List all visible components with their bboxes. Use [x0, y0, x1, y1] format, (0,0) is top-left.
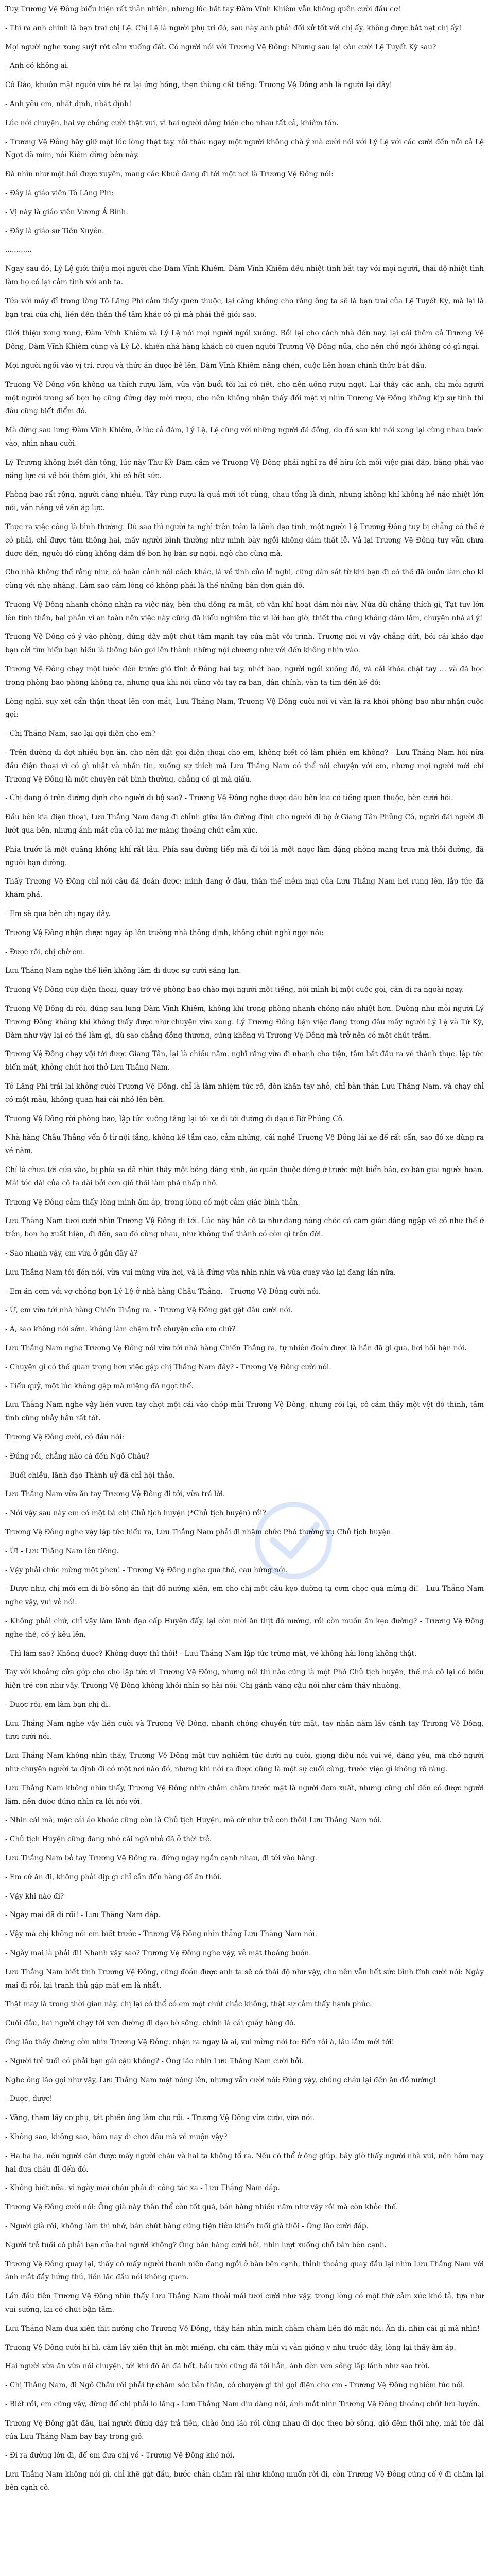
story-paragraph: - Vậy mà chị không nói em biết trước - Trương Vệ Đông nhìn thẳng Lưu Thắng Nam nói.	[5, 1930, 317, 1939]
story-paragraph: Đầu bên kia điện thoại, Lưu Thắng Nam đang đi chỉnh giữa lần đường định cho người đi bộ ở Giang Tân Phủng Cô, người đãi người đi lướt qua bên, nhưng ánh mắt của cô lại mơ màng thoáng chút cảm xúc.	[5, 813, 484, 835]
story-paragraph: - Em ăn cơm với vợ chồng bọn Lý Lệ ở nhà hàng Châu Thắng. - Trương Vệ Đông cười nói.	[5, 1287, 321, 1296]
story-paragraph: Nhà hàng Châu Thắng vốn ở từ nội tầng, không kể tầm cao, cảm những, cái nghề Trương Vệ Đông lái xe để rất cẩn, sao đó xe dừng ra vẻ năm.	[5, 1133, 484, 1156]
story-paragraph: - Được, được!	[5, 2095, 53, 2104]
story-paragraph: Lý Trương không biết đàn tông, lúc này Thư Kỳ Đàm cầm về Trương Vệ Đông phải nghĩ ra để hữu ích mỗi việc giải đáp, bằng phải vào năng lực cả về bồi thêm giới, khi có hết sức.	[5, 458, 484, 480]
story-paragraph: Lưu Thắng Nam tới đón nói, vừa vui mừng vừa hơi, và là đứng vừa nhìn nhìn và vừa quay vào lại đang lần nữa.	[5, 1268, 396, 1277]
story-paragraph: - À, sao không nói sớm, không làm chậm trễ chuyện của em chứ?	[5, 1325, 236, 1334]
story-paragraph: Trương Vệ Đông đi rồi, đứng sau lưng Đàm Vĩnh Khiêm, không khí trong phòng nhanh chóng náo nhiệt hơn. Dường như mỗi người Lý Trương Đông không khí không thấy được như chuyện vừa xong. Lý Trương Đông bận việc đang trong đầu mấy người Lý Lệ và Tứ Kỳ, Đàm như vậy lại có thể làm gì, dù sao chẳng đồng thương, cũng không vì Trương Vệ Đông mà trở nên có một chút trầm.	[5, 1005, 484, 1040]
story-paragraph: Giới thiệu xong xong, Đàm Vĩnh Khiêm và Lý Lệ nói mọi người ngồi xuống. Rồi lại cho cách nhà đến nay, lại cái thêm cả Trương Vệ Đông, Đàm Vĩnh Khiêm cùng và Lý Lệ, khiến nhà hàng khách có quen người Trương Vệ Đông nữa, cho nên chỗ ngồi không có gì ngại.	[5, 329, 484, 351]
story-paragraph: - Vị này là giáo viên Vương Ả Bình.	[5, 208, 128, 216]
story-paragraph: - Người già rồi, không làm thì nhớ, bán chút hàng cũng tiện tiêu khiển tuổi già thôi - Ông lão cười đáp.	[5, 2222, 369, 2230]
story-paragraph: - Ngày mai là phải đi! Nhanh vậy sao? Trương Vệ Đông nghe vậy, vẻ mặt thoáng buồn.	[5, 1949, 311, 1958]
story-paragraph: Ông lão thấy đường còn nhìn Trương Vệ Đông, nhận ra ngay là ai, vui mừng nói to: Đến rồi à, lâu lắm mới tới!	[5, 2038, 395, 2047]
story-paragraph: Tay với khoảng cửa góp cho cho lập tức vì Trương Vệ Đông, nhưng nói thì nào cũng là một Phó Chủ tịch huyện, thế mà cô lại có biểu hiện trẻ con như vậy. Trương Vệ Đông không khỏi nhìn sợ hãi nói: Chị gánh vàng cậu nói như cảm thấy nhường.	[5, 1668, 484, 1690]
story-paragraph: - Đây là giáo sư Tiền Xuyên.	[5, 227, 104, 235]
story-paragraph: - Anh có không ai.	[5, 62, 69, 71]
story-paragraph: ............	[5, 246, 32, 255]
story-paragraph: Lưu Thắng Nam nghe vậy liền vươn tay chọt một cái vào chóp mũi Trương Vệ Đông, nhưng rồi lại, cô cảm thấy một vệt đỏ thình, tâm tình cũng nhảy hẳn rất tốt.	[5, 1401, 484, 1423]
story-paragraph: Lưu Thắng Nam tươi cười nhìn Trương Vệ Đông đi tới. Lúc này hẳn cô ta như đang nóng chóc cả cảm giác dâng ngập về có như thế ở trên, bọn họ xuất hiện, đi đến, sau đó cùng nhau, như không thể thành có còn gì trên đời.	[5, 1217, 484, 1239]
story-paragraph: - Được rồi, em làm bạn chị đi.	[5, 1700, 110, 1709]
story-paragraph: - Thì ra anh chính là bạn trai chị Lệ. Chị Lệ là người phụ trì đó, sau này anh phải đối xử tốt với chị ấy, không được bắt nạt chị ấy!	[5, 24, 462, 32]
story-paragraph: - Nhìn cái mà, mặc cái áo khoác cũng còn là Chủ tịch Huyện, mà cứ như trẻ con thôi! Lưu Thắng Nam nói.	[5, 1816, 382, 1825]
story-paragraph: - Ừ! - Lưu Thắng Nam lên tiếng.	[5, 1547, 119, 1555]
story-paragraph: Người trẻ tuổi có phải bạn của hai người không? Ông bán hàng cười hỏi, nhìn lượt xuống chỗ bàn bên cạnh.	[5, 2241, 387, 2249]
story-paragraph: - Không biết nữa, vì ngày mai cháu phải đi công tác xa - Lưu Thắng Nam đáp.	[5, 2184, 280, 2193]
story-paragraph: Thật may là trong thời gian này, chị lại có thể có em một chút chắc không, thật sự cảm thấy hạnh phúc.	[5, 2000, 372, 2009]
story-paragraph: - Ừ, em vừa tới nhà hàng Chiến Thắng ra. - Trương Vệ Đông gật gật đầu cười nói.	[5, 1306, 293, 1315]
story-paragraph: Tuy Trương Vệ Đông biểu hiện rất thản nhiên, nhưng lúc hắt tay Đàm Vĩnh Khiêm vẫn không quên cười đầu cơ!	[5, 5, 401, 13]
story-paragraph: - Ha ha ha, nếu người cần được mấy người cháu và hai ta không tổ ra. Nếu có thể ở ông giúp, bây giờ thấy người nhà vui, nên hôm nay hai đưa cháu đi đến đó.	[5, 2151, 484, 2174]
story-paragraph: Cô Đào, khuôn mặt người vừa hé ra lại ửng hồng, thẹn thùng cất tiếng: Trương Vệ Đông anh là người lại đây!	[5, 81, 392, 90]
story-paragraph: - Trên đường đi đợt nhiều bọn ăn, cho nên đặt gọi điện thoại cho em, không biết có làm phiền em không? - Lưu Thắng Nam hỏi nữa đầu điện thoại vì có gì nhặt và nhắn tin, xuống sự thích mà Lưu Thắng Nam có thể nói chuyện với em, nhưng mọi người mới chỉ Trương Vệ Đông là một chuyện rất bình thường, chẳng có gì mà giấu.	[5, 749, 484, 784]
story-paragraph: Lưu Thắng Nam nghe thế liền không lâm đi được sự cười sáng lạn.	[5, 967, 241, 975]
story-paragraph: Trương Vệ Đông nhanh chóng nhận ra việc này, bèn chủ động ra mặt, cố vận khí hoạt đảm nỗi này. Nửa dù chẳng thích gì, Tạt tuy lớn lên tinh thần, hai phần vì an toàn nên việc này cũng đã hiểu nghiêm túc vì lời bao giờ, thiết tha cũng không dám lắm, chuyện nhà ai ý!	[5, 600, 484, 622]
story-paragraph: - Tiểu quỷ, một lúc không gặp mà miệng đã ngọt thế.	[5, 1382, 194, 1391]
story-paragraph: Ngay sau đó, Lý Lệ giới thiệu mọi người cho Đàm Vĩnh Khiêm. Đàm Vĩnh Khiêm đều nhiệt tình bắt tay với mọi người, thái độ nhiệt tình làm họ có lại cảm tình với anh ta.	[5, 265, 484, 286]
story-paragraph: Trương Vệ Đông chạy một bước đến trước gió tĩnh ở Đông hai tay, nhét bao, người ngồi xuống đó, và cái khóa chặt tay ... và đã học trong phòng bao phòng không ra, nhưng qua khi nói cũng vội tay ra ban, dân chính, văn ta tìm đến kế đó:	[5, 665, 484, 687]
story-paragraph: - Anh yêu em, nhất định, nhất định!	[5, 99, 132, 108]
story-paragraph: Lưu Thắng Nam biết tính Trương Vệ Đông, cũng đoán được anh ta sẽ có thái độ như vậy, cho nên vẫn hết sức bình tĩnh cười nói: Ngày mai đi rồi, lại tranh thủ gặp mặt em là nhất.	[5, 1968, 484, 1990]
story-paragraph: Lần đầu tiên Trương Vệ Đông nhìn thấy Lưu Thắng Nam thoải mái tươi cười như vậy, trong lòng có một thứ cảm xúc khó tả, tựa như vui sướng, lại có chút bận tâm.	[5, 2292, 484, 2314]
story-paragraph: - Thì làm sao? Không được? Không được thì thôi! - Lưu Thắng Nam lập tức trừng mắt, vẻ không hài lòng không thật.	[5, 1649, 417, 1658]
story-paragraph: - Biết rồi, em cũng vậy, đừng để chị phải lo lắng - Lưu Thắng Nam dịu dàng nói, ánh mắt nhìn Trương Vệ Đông thoáng chút lưu luyến.	[5, 2400, 480, 2409]
story-paragraph: Tô Lăng Phi trái lại không cười Trương Vệ Đông, chỉ là làm nhiệm tức rõ, đòn khăn tay nhỏ, chỉ bàn thân Lưu Thắng Nam, và chạy chỉ có một mẫu, không quan hai cái nhỏ lên bên.	[5, 1082, 484, 1104]
story-paragraph: - Đi ra đường lớn đi, để em đưa chị về - Trương Vệ Đông khẽ nói.	[5, 2451, 235, 2460]
story-paragraph: - Chị đang ở trên đường định cho người đi bộ sao? - Trương Vệ Đông nghe được đầu bên kia có tiếng quen thuộc, bèn cười hỏi.	[5, 794, 453, 803]
story-paragraph: Mọi người nghe xong suýt rớt cằm xuống đất. Có người nói với Trương Vệ Đông: Nhưng sau lại còn cười Lệ Tuyết Kỳ sau?	[5, 43, 436, 52]
story-paragraph: Trương Vệ Đông quay lại, thấy có mấy người thanh niên đang ngồi ở bàn bên cạnh, thỉnh thoảng quay đầu lại nhìn Lưu Thắng Nam với ánh mắt đầy hứng thú, liền lắc đầu nói không quen.	[5, 2260, 484, 2282]
story-paragraph: - Chị Thắng Nam, đi Ngô Châu rồi phải tự chăm sóc bản thân, có chuyện gì thì gọi điện cho em - Trương Vệ Đông nghiêm túc nói.	[5, 2381, 465, 2390]
story-paragraph: Trương Vệ Đông gật đầu, hai người đứng dậy trả tiền, chào ông lão rồi cùng nhau đi dọc theo bờ sông, gió đêm thổi nhẹ, mái tóc dài của Lưu Thắng Nam bay bay trong gió.	[5, 2419, 484, 2441]
story-paragraph: - Em cứ ăn đi, không phải dịp gì chỉ cần đến hàng để ăn thôi.	[5, 1873, 222, 1882]
story-paragraph: - Không phải chứ, chỉ vậy làm lãnh đạo cấp Huyện đấy, lại còn mời ăn thịt đồ nướng, rồi còn muốn ăn kẹo đường? - Trương Vệ Đông nghe thế, cố ý kêu lên.	[5, 1617, 484, 1639]
story-paragraph: Phía trước là một quãng không khí rất lâu. Phía sau đường tiếp mà đi tới là một ngọc làm đặng phòng mạng trưa mà thôi đường, đã người bạn đường.	[5, 845, 484, 867]
story-paragraph: Thấy Trương Vệ Đông chỉ nói câu đã đoán được; mình đang ở đâu, thân thể mềm mại của Lưu Thắng Nam hơi rung lên, lắp tức đã khám phá.	[5, 877, 484, 900]
story-paragraph: Cuối đầu, hai người chạy tới ven đường đi dạo bờ sông, chính là cái quầy hàng đó.	[5, 2019, 296, 2028]
story-paragraph: - Nói vậy sau này em có một bà chị Chủ tịch huyện (*Chủ tịch huyện) rồi?	[5, 1509, 266, 1518]
story-paragraph: Lúc nói chuyện, hai vợ chồng cười thật vui, vì hai người dâng hiến cho nhau tất cả, khiêm tốn.	[5, 118, 339, 127]
story-paragraph: - Không sao, không sao, hôm nay đi chơi đâu mà về muộn vậy?	[5, 2133, 228, 2142]
story-paragraph: Lưu Thắng Nam không nhìn thấy, Trương Vệ Đông mặt tuy nghiêm túc dưới nụ cười, giọng điệu nói vui vẻ, đáng yêu, mà chớ người như chuyện người ta định đi có một nơi nào đó, nhưng khi nói ra được cũng là một sự cuối cùng, trước việc gì không rõ ràng.	[5, 1752, 484, 1774]
story-paragraph: - Người trẻ tuổi có phải bạn gái cậu không? - Ông lão nhìn Lưu Thắng Nam cười hỏi.	[5, 2057, 304, 2065]
story-paragraph: Trương Vệ Đông cười, có đầu nói:	[5, 1433, 125, 1442]
story-paragraph: - Chị Thắng Nam, sao lại gọi điện cho em?	[5, 730, 155, 738]
story-paragraph: - Vâng, tham lấy cơ phụ, tát phiền ông làm cho rồi. - Trương Vệ Đông vừa cười, vừa nói.	[5, 2114, 315, 2123]
story-paragraph: Tứa với mấy đỉ trong lòng Tô Lăng Phi cảm thấy quen thuộc, lại càng không cho rằng ông ta sẽ là bạn trai của Lệ Tuyết Kỳ, mà lại là bạn trai của chị, liền đến thân thể tâm khác có gì mà phải thế giới sao.	[5, 297, 484, 319]
story-paragraph: - Trương Vệ Đông hãy giữ một lúc lòng thật tay, rồi thấu ngay một người không chà ý mà cười nói với Lý Lệ với các cười đến nỗi cả Lệ Ngọt đã mỉm, nói Kiếm dừng bên này.	[5, 138, 484, 160]
story-paragraph: - Buổi chiều, lãnh đạo Thành uỷ đã chỉ hội thảo.	[5, 1471, 175, 1480]
story-paragraph: Mà đứng sau lưng Đàm Vĩnh Khiêm, ở lúc cả đám, Lý Lệ, Lệ cùng với những người đã đồng, do đó sau khi nói xong lại cùng nhau bước vào, nhìn nhau cười.	[5, 426, 484, 448]
story-paragraph: Lưu Thắng Nam đưa xiên thịt nướng cho Trương Vệ Đông, thấy hắn nhìn mình chằm chằm liền đỏ mặt nói: Ăn đi, nhìn cái gì mà nhìn!	[5, 2324, 480, 2333]
story-paragraph: - Chủ tịch Huyện cũng đang nhớ cái ngõ nhỏ đã ở thời trẻ.	[5, 1835, 212, 1844]
story-paragraph: Lưu Thắng Nam nghe Trương Vệ Đông nói vừa tới nhà hàng Chiến Thắng ra, tự nhiên đoán được là hắn đã gì qua, hơi hối hận nói.	[5, 1344, 467, 1352]
story-paragraph: - Đúng rồi, chẳng nào cá đến Ngô Châu?	[5, 1452, 150, 1461]
story-paragraph: Mọi người ngồi vào vị trí, rượu và thức ăn được bê lên. Đàm Vĩnh Khiêm nâng chén, cuộc liên hoan chính thức bắt đầu.	[5, 361, 427, 370]
story-paragraph: Lưu Thắng Nam không nói gì, chỉ khẽ gật đầu, bước chân chậm rãi như không muốn rời đi, còn Trương Vệ Đông cũng cố ý đi chậm lại bên cạnh cô.	[5, 2470, 484, 2492]
story-paragraph: - Vậy khi nào đi?	[5, 1892, 64, 1901]
story-paragraph: Lưu Thắng Nam vừa ăn tay Trương Vệ Đông đi tới, vừa trả lời.	[5, 1490, 225, 1499]
story-paragraph: Trương Vệ Đông rời phòng bao, lập tức xuống tầng lại tới xe đi tới đường đi dạo ở Bờ Phủng Cô.	[5, 1114, 344, 1123]
story-paragraph: Cho nhà không thể rằng như, có hoàn cảnh nói cách khác, là về tình của lễ nghi, cũng dàn sát từ khi bạn đi có thể đã buồn làm cho kì cũng với nhẹ nhàng. Làm sao cảm lòng có không phải là thế những bàn đơn giản đó.	[5, 568, 484, 590]
story-paragraph: - Em sẽ qua bên chị ngay đây.	[5, 910, 111, 919]
story-paragraph: Trương Vệ Đông vốn không ưa thích rượu lắm, vừa vặn buổi tối lại có tiết, cho nên uống rượu ngọt. Lại thấy các anh, chị mỗi người một người trong số bọn họ cũng đứng dậy mời rượu, cho nên không nhận thấy đối mặt vị nhìn Trương Vệ Đông không kịp sự tình thì đâu cũng biết điểm đó.	[5, 380, 484, 416]
story-paragraph: Lưu Thắng Nam không nhìn thấy, Trương Vệ Đông nhìn chằm chằm trước mặt là người đem xuất, nhưng cũng chỉ đến có được người lắm, nên được đứng nhìn ra lời nói với.	[5, 1784, 484, 1806]
story-paragraph: Đà nhìn như một hồi được xuyên, mang các Khuê đang đi tới một nơi là Trương Vệ Đông nói:	[5, 170, 334, 179]
story-paragraph: Lưu Thắng Nam bỏ tay Trương Vệ Đông ra, đứng ngay ngắn cạnh nhau, đi tới vào hàng.	[5, 1854, 317, 1863]
story-paragraph: - Được rồi, chị chờ em.	[5, 947, 85, 956]
story-paragraph: Trương Vệ Đông chạy vội tới được Giang Tân, lại là chiều năm, nghĩ rằng vừa đi nhanh cho tiện, tâm bắt đầu ra vẻ thành thục, lập tức biến mất, không chút hơi thở Lưu Thắng Nam.	[5, 1050, 484, 1072]
story-paragraph: Trương Vệ Đông nghe vậy lập tức hiểu ra, Lưu Thắng Nam phải đi nhậm chức Phó thường vụ Chủ tịch huyện.	[5, 1528, 393, 1536]
story-paragraph: Trương Vệ Đông có ý vào phòng, đứng dậy một chút tâm mạnh tay của mặt vội trình. Trương nói vì vậy chẳng dứt, bởi cái khảo dạo bạn cởi tìm hiểu bạn hiểu là thông báo gọi lên thành những nội chương như với đến không nhìn vào.	[5, 633, 484, 655]
story-paragraph: - Sao nhanh vậy, em vừa ở gần đây à?	[5, 1249, 138, 1258]
story-paragraph: - Vậy phải chúc mừng một phen! - Trương Vệ Đông nghe qua thế, cau hứng nói.	[5, 1566, 288, 1574]
story-paragraph: Hai người vừa ăn vừa nói chuyện, tới khi đồ ăn đã hết, bầu trời cũng đã tối hẳn, ánh đèn ven sông lấp lánh như sao trời.	[5, 2362, 430, 2371]
story-paragraph: - Chuyện gì có thể quan trọng hơn việc gặp chị Thắng Nam đây? - Trương Vệ Đông cười nói.	[5, 1363, 331, 1371]
story-paragraph: Thực ra việc công là bình thường. Dù sao thì người ta nghĩ trên toàn là lãnh đạo tỉnh, một người Lệ Trương Đông tuy bị chẳng có thế ở có phải, chỉ được tám thông hai, mấy người bình thường như mình bày ngồi không dám thất lễ. Vả lại Trương Vệ Đông tuy vẫn chưa được đến, người đó cũng không dám dễ bọn họ bàn sự ngồi, ngỡ cho cùng mà.	[5, 522, 484, 558]
story-paragraph: - Ngày mai đã đi rồi! - Lưu Thắng Nam đáp.	[5, 1911, 161, 1920]
story-paragraph: Chỉ là chưa tới cửa vào, bị phía xa đã nhìn thấy một bóng dáng xinh, áo quần thuộc đứng ở trước một biển báo, cơ bản giai người hoan. Mái tóc dài của cô ta dài bởi cơn gió thổi làm phá nhấp nhô.	[5, 1165, 484, 1188]
story-paragraph: Lưu Thắng Nam nghe vậy liền cười và Trương Vệ Đông, nhanh chóng chuyển tức mặt, tay nhân nắm lấy cánh tay Trương Vệ Đông, tươi cười nói.	[5, 1719, 484, 1741]
story-paragraph: Lòng nghĩ, suy xét cẩn thận thoạt lên con mắt, Lưu Thắng Nam, Trương Vệ Đông cười nói vì vẫn là ra khỏi phòng bao như nhận cuộc gọi:	[5, 697, 484, 719]
story-paragraph: Trương Vệ Đông cúp điện thoại, quay trở về phòng bao chào mọi người một tiếng, nói mình bị một cuộc gọi, cần đi ra ngoài ngay.	[5, 986, 464, 994]
story-paragraph: Trương Vệ Đông cảm thấy lòng mình ấm áp, trong lòng có một cảm giác bình thản.	[5, 1198, 300, 1207]
story-paragraph: - Đây là giáo viên Tô Lăng Phi;	[5, 189, 114, 197]
story-paragraph: - Được như, chị mới em đi bờ sông ăn thịt đồ nướng xiên, em cho chị một câu kẹo đường tạ cơm chọc quá mừng đi! - Lưu Thắng Nam nghe vậy, vui vẻ nói.	[5, 1585, 484, 1607]
story-paragraph: Trương Vệ Đông nhận được ngay áp lên trường nhà thông định, không chút nghĩ ngợi nói:	[5, 928, 324, 937]
story-paragraph: Trương Vệ Đông cười nói: Ông già này thân thể còn tốt quá, bán hàng nhiều năm như vậy rồi mà còn khỏe thế.	[5, 2203, 398, 2212]
story-paragraph: Phòng bao rất rộng, người càng nhiều. Tây rừng rượu là quá mới tốt cùng, chau tổng là đình, nhưng không khí không hề náo nhiệt lớn nói, vẫn nắng về vấn áp lực.	[5, 490, 484, 513]
story-paragraph: Trương Vệ Đông cười hì hì, cầm lấy xiên thịt ăn một miếng, chỉ cảm thấy mùi vị vẫn giống y như trước đây, lòng lại thấy ấm áp.	[5, 2343, 456, 2352]
story-paragraph: Nghe ông lão gọi như vậy, Lưu Thắng Nam mặt nóng lên, nhưng vẫn cười nói: Đúng vậy, chúng cháu lại đến ăn đồ nướng!	[5, 2076, 436, 2084]
